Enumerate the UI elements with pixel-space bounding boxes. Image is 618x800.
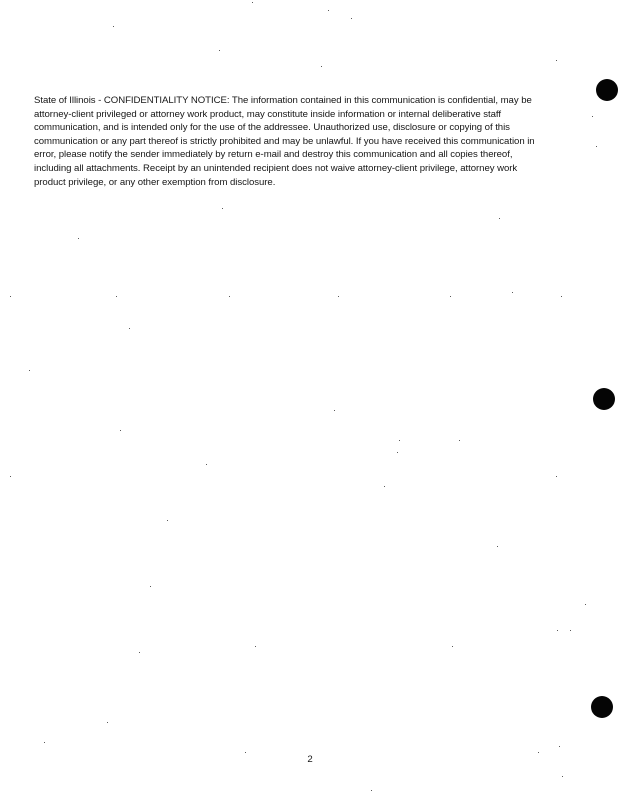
punch-hole-middle (593, 388, 615, 410)
scan-speck (592, 116, 593, 117)
scan-speck (384, 486, 385, 487)
scan-speck (371, 790, 372, 791)
scan-speck (556, 476, 557, 477)
scan-speck (512, 292, 513, 293)
scan-speck (459, 440, 460, 441)
scan-speck (585, 604, 586, 605)
scan-speck (245, 752, 246, 753)
scan-speck (167, 520, 168, 521)
notice-line: attorney-client privileged or attorney work product, may constitute inside information or internal deliberative staff (34, 108, 501, 120)
scan-speck (252, 2, 253, 3)
scan-speck (538, 752, 539, 753)
scan-speck (499, 218, 500, 219)
scan-speck (556, 60, 557, 61)
notice-line: error, please notify the sender immediately by return e-mail and destroy this communication and all copies thereof, (34, 149, 513, 161)
scan-speck (397, 452, 398, 453)
scan-speck (206, 464, 207, 465)
scan-speck (255, 646, 256, 647)
scan-speck (116, 296, 117, 297)
scan-speck (570, 630, 571, 631)
punch-hole-bottom (591, 696, 613, 718)
scan-speck (328, 10, 329, 11)
notice-line: including all attachments. Receipt by an unintended recipient does not waive attorney-client privilege, attorney work (34, 162, 518, 174)
scan-speck (44, 742, 45, 743)
scan-speck (120, 430, 121, 431)
notice-line: State of Illinois - CONFIDENTIALITY NOTICE: The information contained in this communication is confidential, may be (34, 95, 532, 106)
scan-speck (562, 776, 563, 777)
scan-speck (107, 722, 108, 723)
scan-speck (10, 476, 11, 477)
notice-line: product privilege, or any other exemption from disclosure. (34, 176, 276, 188)
notice-line: communication, and is intended only for the use of the addressee. Unauthorized use, disclosure or copying of this (34, 122, 510, 134)
scan-speck (219, 50, 220, 51)
scan-speck (78, 238, 79, 239)
scan-speck (113, 26, 114, 27)
scan-speck (561, 296, 562, 297)
notice-line: communication or any part thereof is strictly prohibited and may be unlawful. If you have received this communication in (34, 135, 535, 147)
scan-speck (450, 296, 451, 297)
scan-speck (596, 146, 597, 147)
scan-speck (452, 646, 453, 647)
scan-speck (222, 208, 223, 209)
scan-speck (29, 370, 30, 371)
scan-speck (10, 296, 11, 297)
scan-speck (559, 746, 560, 747)
scan-speck (334, 410, 335, 411)
scan-speck (321, 66, 322, 67)
confidentiality-notice (34, 94, 594, 189)
scan-speck (338, 296, 339, 297)
scan-speck (557, 630, 558, 631)
scan-speck (399, 440, 400, 441)
scan-speck (351, 18, 352, 19)
scan-speck (229, 296, 230, 297)
scan-speck (139, 652, 140, 653)
scan-speck (150, 586, 151, 587)
scan-speck (129, 328, 130, 329)
page-number: 2 (307, 754, 313, 765)
scan-speck (497, 546, 498, 547)
punch-hole-top (596, 79, 618, 101)
